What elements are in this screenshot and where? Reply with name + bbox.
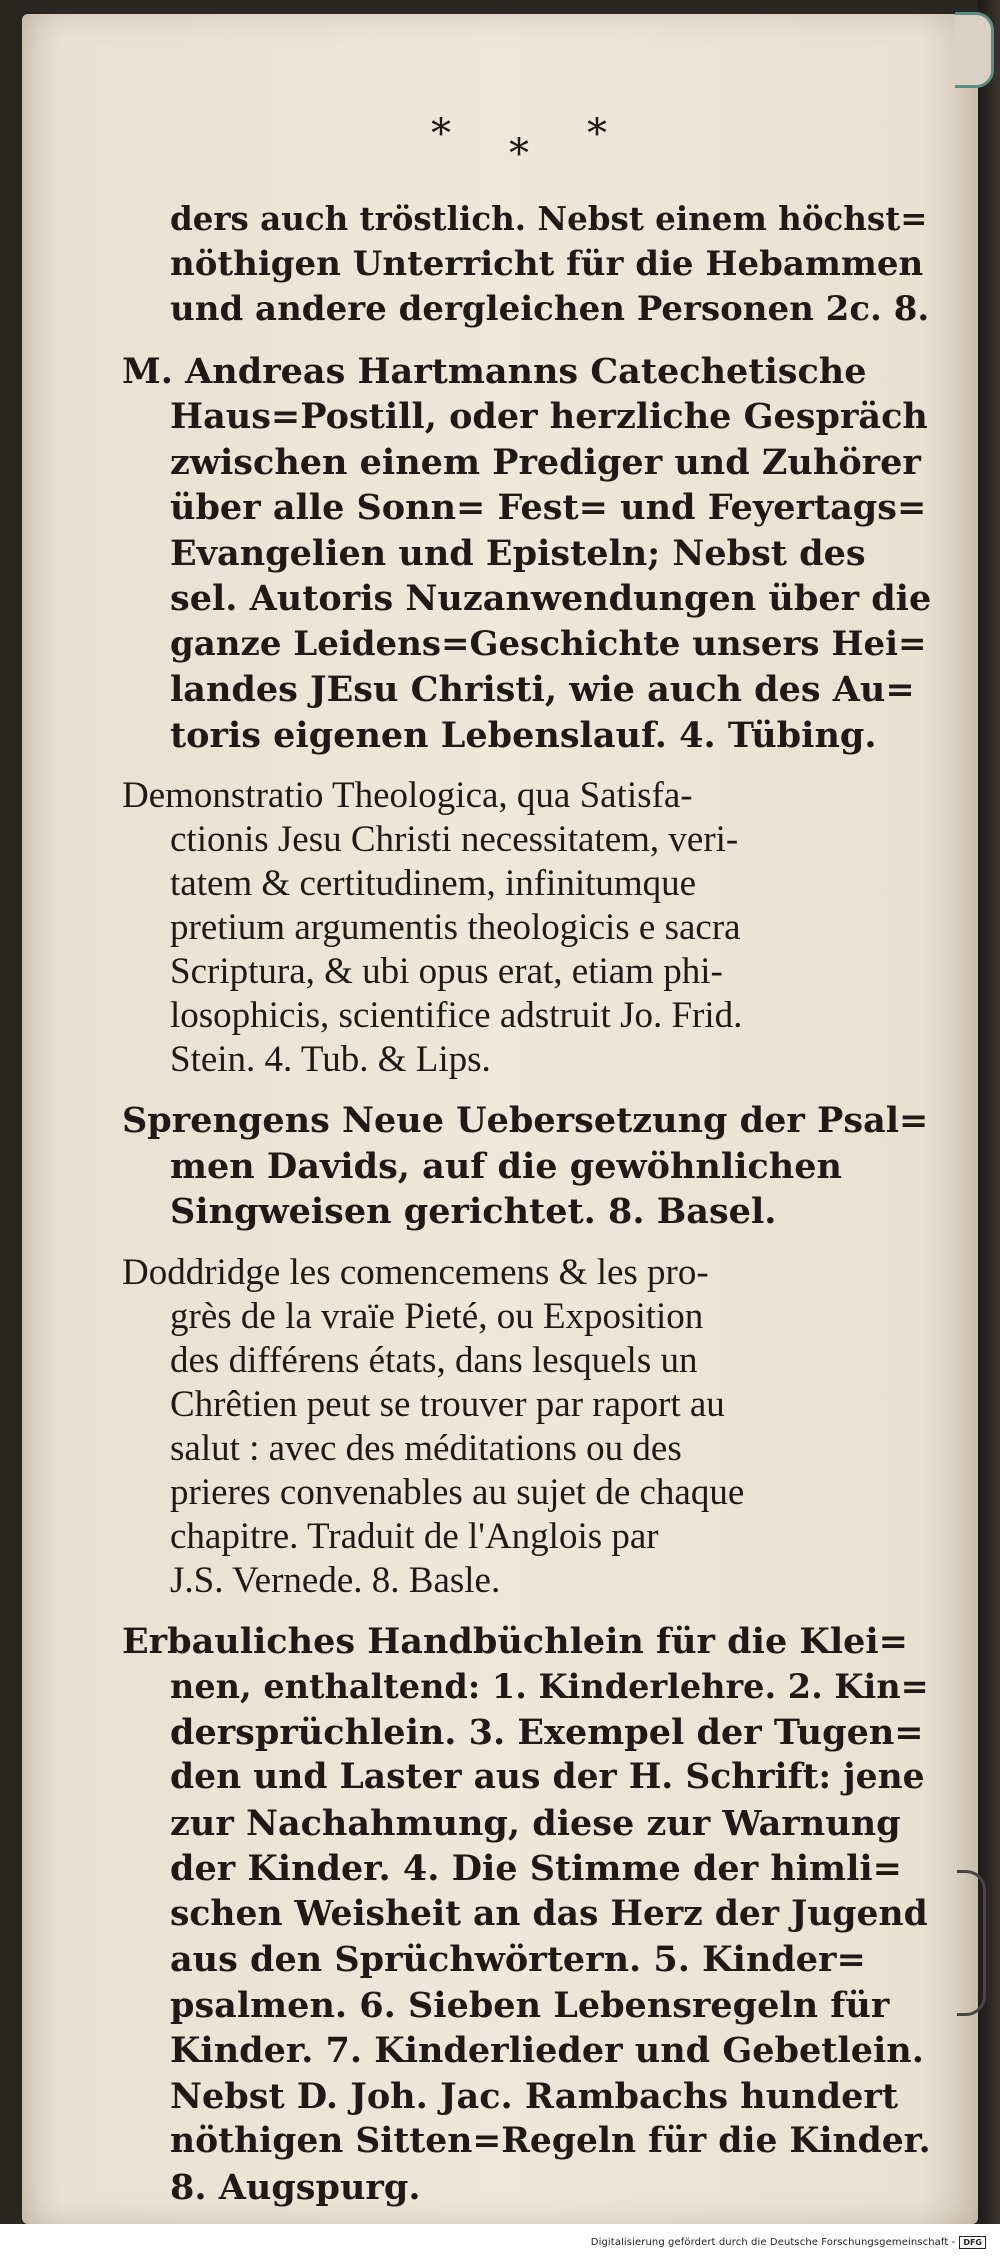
catalogue-entry bbox=[122, 349, 932, 759]
entry-line: des différens états, dans lesquels un bbox=[170, 1339, 698, 1381]
entry-line: nöthigen Sitten=Regeln für die Kinder. bbox=[170, 2121, 931, 2161]
entry-line: Singweisen gerichtet. 8. Basel. bbox=[170, 1191, 777, 1232]
entry-line: psalmen. 6. Sieben Lebensregeln für bbox=[170, 1984, 890, 2026]
entry-line: sel. Autoris Nuzanwendungen über die bbox=[170, 578, 932, 619]
entry-line: 8. Augspurg. bbox=[170, 2166, 421, 2208]
entry-line: Erbauliches Handbüchlein für die Klei= bbox=[122, 1620, 909, 1662]
entry-line: Chrêtien peut se trouver par raport au bbox=[170, 1383, 725, 1425]
funding-note: Digitalisierung gefördert durch die Deutsche Forschungsgemeinschaft - bbox=[590, 2237, 956, 2248]
entry-line: schen Weisheit an das Herz der Jugend bbox=[170, 1893, 928, 1934]
catalogue-entry bbox=[122, 1619, 932, 2211]
tab-marker bbox=[955, 12, 994, 88]
entry-line: Stein. 4. Tub. & Lips. bbox=[170, 1039, 491, 1080]
entry-line: Demonstratio Theologica, qua Satisfa- bbox=[122, 775, 693, 816]
dfg-logo: DFG bbox=[959, 2236, 986, 2249]
entry-line: chapitre. Traduit de l'Anglois par bbox=[170, 1515, 659, 1557]
catalogue-entry bbox=[122, 196, 932, 333]
entry-line: salut : avec des méditations ou des bbox=[170, 1427, 682, 1469]
entry-line: Kinder. 7. Kinderlieder und Gebetlein. bbox=[170, 2030, 924, 2071]
page-clip bbox=[957, 1870, 986, 2016]
entry-line: der Kinder. 4. Die Stimme der himli= bbox=[170, 1848, 903, 1889]
entry-line: aus den Sprüchwörtern. 5. Kinder= bbox=[170, 1939, 866, 1980]
entry-line: Evangelien und Episteln; Nebst des bbox=[170, 532, 866, 574]
entry-line: tatem & certitudinem, infinitumque bbox=[170, 863, 697, 904]
entry-line: Scriptura, & ubi opus erat, etiam phi- bbox=[170, 951, 723, 992]
entry-line: landes JEsu Christi, wie auch des Au= bbox=[170, 669, 915, 710]
catalogue-entry bbox=[122, 1251, 932, 1603]
entry-line: men Davids, auf die gewöhnlichen bbox=[170, 1145, 842, 1187]
entry-line: ganze Leidens=Geschichte unsers Hei= bbox=[170, 623, 927, 664]
entry-line: ctionis Jesu Christi necessitatem, veri- bbox=[170, 819, 739, 860]
entry-line: den und Laster aus der H. Schrift: jene bbox=[170, 1757, 925, 1797]
entry-line: und andere dergleichen Personen 2c. 8. bbox=[170, 289, 930, 329]
entry-line: zur Nachahmung, diese zur Warnung bbox=[170, 1802, 901, 1844]
entry-line: Haus=Postill, oder herzliche Gespräch bbox=[170, 396, 928, 437]
asterisk: * bbox=[431, 111, 451, 157]
entry-line: prieres convenables au sujet de chaque bbox=[170, 1471, 745, 1513]
entry-line: M. Andreas Hartmanns Catechetische bbox=[122, 350, 867, 392]
entry-line: dersprüchlein. 3. Exempel der Tugen= bbox=[170, 1711, 924, 1753]
asterisk: * bbox=[509, 131, 529, 177]
entry-line: nen, enthaltend: 1. Kinderlehre. 2. Kin= bbox=[170, 1667, 929, 1706]
catalogue-entry bbox=[122, 774, 932, 1082]
entry-line: losophicis, scientifice adstruit Jo. Frid. bbox=[170, 995, 743, 1036]
entry-line: nöthigen Unterricht für die Hebammen bbox=[170, 243, 924, 284]
entry-line: J.S. Vernede. 8. Basle. bbox=[170, 1559, 501, 1601]
entry-line: toris eigenen Lebenslauf. 4. Tübing. bbox=[170, 714, 877, 756]
entry-line: über alle Sonn= Fest= und Feyertags= bbox=[170, 487, 927, 528]
entry-line: grès de la vraïe Pieté, ou Exposition bbox=[170, 1295, 704, 1337]
entry-line: pretium argumentis theologicis e sacra bbox=[170, 907, 741, 948]
asterisk: * bbox=[587, 111, 607, 157]
entry-line: zwischen einem Prediger und Zuhörer bbox=[170, 441, 921, 483]
catalogue-text bbox=[122, 196, 932, 2226]
paper-page bbox=[22, 14, 978, 2224]
entry-line: ders auch tröstlich. Nebst einem höchst= bbox=[170, 199, 928, 238]
entry-line: Sprengens Neue Uebersetzung der Psal= bbox=[122, 1100, 929, 1141]
footer-bar bbox=[0, 2224, 1000, 2261]
catalogue-entry bbox=[122, 1098, 932, 1235]
entry-line: Nebst D. Joh. Jac. Rambachs hundert bbox=[170, 2075, 898, 2117]
ornament-asterisks bbox=[417, 111, 637, 177]
entry-line: Doddridge les comencemens & les pro- bbox=[122, 1251, 709, 1293]
